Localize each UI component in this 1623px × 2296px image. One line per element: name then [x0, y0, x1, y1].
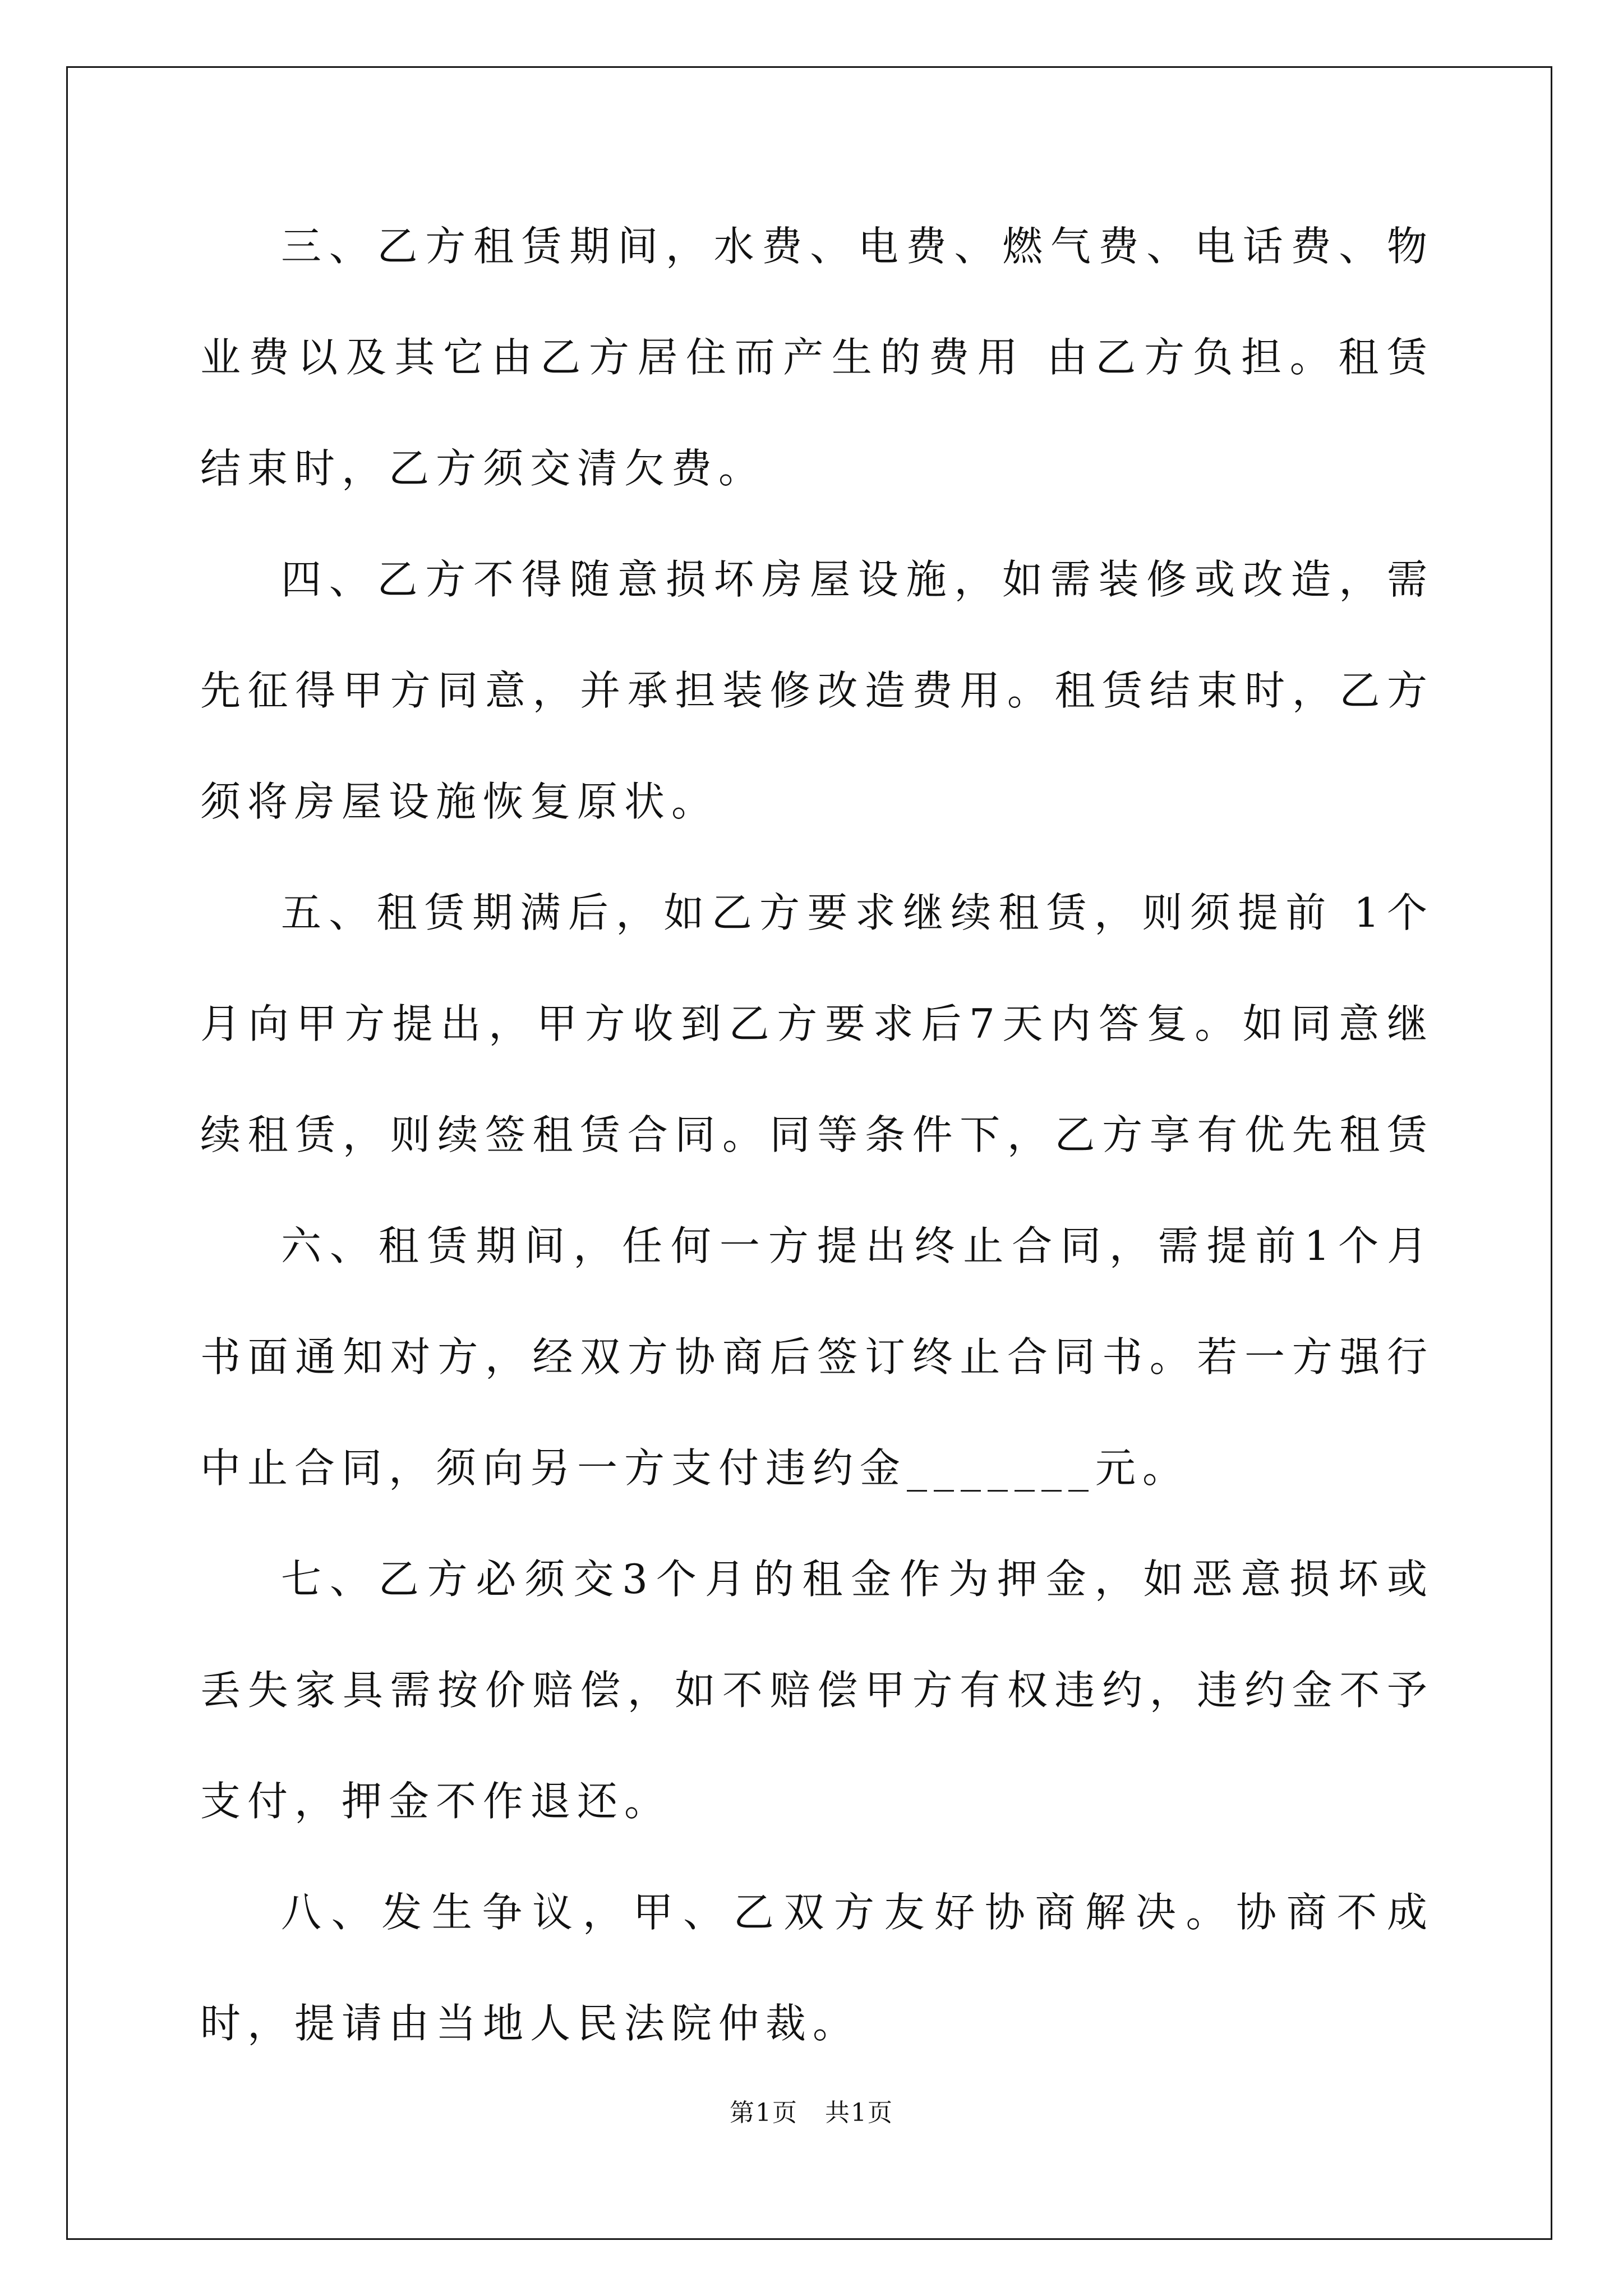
- page-number-total: 共1页: [825, 2099, 893, 2127]
- clause-6: 六、租赁期间，任何一方提出终止合同，需提前1个月书面通知对方，经双方协商后签订终止合同书。若一方强行中止合同，须向另一方支付违约金_______元。: [200, 1222, 1434, 1492]
- page-number-current: 第1页: [730, 2099, 798, 2127]
- clause-4: 四、乙方不得随意损坏房屋设施，如需装修或改造，需先征得甲方同意，并承担装修改造费用。租赁结束时，乙方须将房屋设施恢复原状。: [200, 556, 1434, 825]
- document-body: [200, 191, 1434, 2079]
- page-footer: [0, 2092, 1623, 2128]
- clause-7: 七、乙方必须交3个月的租金作为押金，如恶意损坏或丢失家具需按价赔偿，如不赔偿甲方有权违约，违约金不予支付，押金不作退还。: [200, 1556, 1434, 1825]
- clause-5: 五、租赁期满后，如乙方要求继续租赁，则须提前 1个月向甲方提出，甲方收到乙方要求后7天内答复。如同意继续租赁，则续签租赁合同。同等条件下，乙方享有优先租赁: [200, 889, 1434, 1158]
- clause-8: 八、发生争议，甲、乙双方友好协商解决。协商不成时，提请由当地人民法院仲裁。: [200, 1889, 1434, 2047]
- clause-3: 三、乙方租赁期间，水费、电费、燃气费、电话费、物业费以及其它由乙方居住而产生的费用 由乙方负担。租赁结束时，乙方须交清欠费。: [200, 223, 1434, 492]
